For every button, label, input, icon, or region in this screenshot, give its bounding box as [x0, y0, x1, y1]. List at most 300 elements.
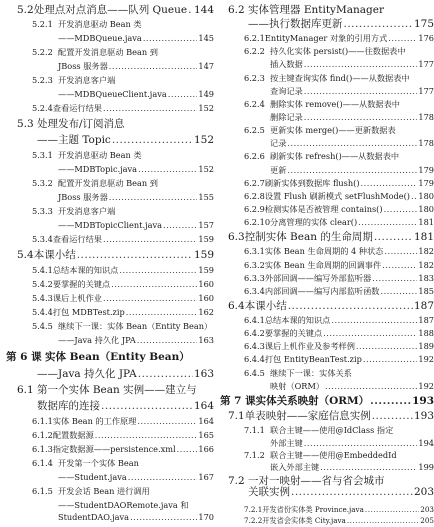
toc-page: 185 [418, 285, 434, 296]
toc-title: 实体 Bean 生命周期的回调事件 [264, 259, 382, 270]
toc-continuation-line [270, 87, 434, 95]
toc-leader [77, 250, 193, 261]
toc-title: 配置开发消息驱动 Bean 到 [58, 47, 158, 57]
toc-section-line [228, 476, 434, 487]
toc-continuation-line [58, 473, 214, 481]
toc-continuation-line [270, 113, 434, 121]
toc-page: 189 [418, 341, 434, 352]
toc-number: 6.2 [228, 4, 245, 16]
toc-page: 181 [418, 217, 434, 228]
toc-subsection-line [244, 47, 434, 55]
toc-subsection-line [244, 506, 434, 513]
toc-title: 开发第一个实体 Bean [58, 458, 139, 468]
toc-continuation-line [270, 463, 434, 471]
toc-subsection-line [244, 451, 434, 459]
toc-page: 157 [198, 220, 214, 230]
toc-chapter-line [6, 352, 214, 363]
toc-section-line [17, 5, 214, 16]
toc-title: 实体管理器 EntityManager [248, 4, 384, 16]
toc-number: 6.2.10 [244, 217, 271, 228]
toc-page: 145 [198, 33, 214, 43]
toc-title: 开发消息客户端 [58, 75, 116, 85]
toc-subsection-line [32, 487, 214, 495]
toc-leader [138, 369, 193, 380]
toc-subsection-line [32, 48, 214, 56]
toc-title: ——Java 持久化 JPA [37, 368, 137, 380]
toc-subsection-line [32, 235, 214, 243]
toc-page: 183 [418, 272, 434, 283]
toc-title: 查看运行结果 [52, 234, 102, 244]
toc-page: 159 [198, 234, 214, 244]
toc-number: 6.3.3 [244, 272, 265, 283]
toc-title: 分离管理的实体 clear() [270, 217, 358, 228]
toc-number: 6.4.3 [244, 341, 265, 352]
toc-number: 5.4 [17, 249, 34, 261]
toc-title: 第一个实体 Bean 实例——建立与 [37, 384, 197, 396]
toc-subsection-line [244, 100, 434, 108]
toc-leader [384, 247, 417, 255]
toc-title: 开发省份实体类 Province.java [262, 504, 364, 514]
toc-section-line [17, 119, 214, 130]
toc-subsection-line [244, 517, 434, 524]
toc-number: 5.4.2 [32, 279, 53, 289]
toc-number: 6.2.2 [244, 46, 265, 57]
toc-continuation-line [58, 513, 214, 521]
toc-number: 5.4.5 [32, 321, 53, 331]
toc-leader [370, 396, 411, 407]
toc-title: 控制实体 Bean 的生命周期 [244, 231, 373, 244]
toc-leader [168, 90, 198, 98]
toc-page: 170 [198, 512, 214, 522]
toc-page: 160 [198, 279, 214, 289]
toc-subsection-line [244, 355, 434, 363]
toc-title: JBoss 服务器 [58, 61, 108, 71]
toc-continuation-line [248, 487, 434, 498]
toc-leader [363, 355, 418, 363]
toc-leader [304, 87, 418, 95]
toc-page: 163 [193, 368, 214, 380]
toc-continuation-line [58, 90, 214, 98]
toc-leader [111, 280, 197, 288]
toc-page: 160 [198, 293, 214, 303]
toc-leader [128, 473, 198, 481]
toc-continuation-line [58, 336, 214, 344]
toc-subsection-line [32, 104, 214, 112]
toc-page: 182 [418, 259, 434, 270]
toc-number: 6.3.4 [244, 285, 265, 296]
toc-subsection-line [244, 34, 434, 42]
toc-leader [109, 193, 198, 201]
toc-leader [344, 19, 413, 30]
toc-page: 165 [198, 430, 214, 440]
toc-page: 178 [418, 138, 434, 149]
toc-leader [388, 34, 417, 42]
toc-number: 5.4.4 [32, 307, 53, 317]
toc-section-line [17, 250, 214, 261]
toc-leader [380, 287, 417, 295]
toc-subsection-line [244, 274, 434, 282]
toc-title: 要掌握的关键点 [52, 279, 111, 289]
toc-number: 6.4.1 [244, 314, 265, 325]
toc-leader [103, 294, 197, 302]
toc-title: 要掌握的关键点 [264, 328, 323, 339]
toc-page: 152 [198, 103, 214, 113]
toc-page: 192 [418, 380, 434, 391]
toc-number: 6.1.3 [32, 444, 53, 454]
toc-leader [374, 232, 413, 243]
toc-subsection-line [32, 459, 214, 467]
toc-leader [126, 308, 198, 316]
toc-continuation-line [248, 19, 434, 30]
toc-section-line [228, 5, 434, 16]
toc-page: 199 [418, 462, 434, 473]
toc-leader [288, 301, 413, 312]
toc-subsection-line [32, 179, 214, 187]
toc-continuation-line [58, 221, 214, 229]
toc-number: 6.1.1 [32, 416, 53, 426]
toc-leader [372, 274, 417, 282]
toc-page: 182 [418, 246, 434, 257]
toc-leader [320, 463, 417, 471]
toc-continuation-line [58, 501, 214, 509]
toc-number: 5.3.1 [32, 150, 53, 160]
toc-leader [188, 5, 193, 16]
toc-leader [95, 431, 198, 439]
toc-leader [323, 329, 417, 337]
toc-continuation-line [37, 135, 214, 146]
toc-page: 187 [418, 314, 434, 325]
toc-title: 单表映射——家庭信息实例 [244, 409, 371, 422]
toc-title: 实体 Bean 生命周期的 4 种状态 [264, 246, 384, 257]
toc-page: 181 [413, 231, 434, 244]
toc-title: 持久化实体 persist()——往数据表中 [270, 46, 406, 57]
toc-title: 配置开发消息驱动 Bean 到 [58, 178, 158, 188]
toc-page: 162 [198, 307, 214, 317]
toc-title: ——StudentDAORemote.java 和 [58, 500, 189, 510]
toc-leader [331, 316, 417, 324]
toc-continuation-line [270, 166, 434, 174]
toc-page: 193 [412, 394, 434, 407]
toc-title: 刷新实体到数据库 flush() [264, 177, 360, 188]
toc-subsection-line [32, 417, 214, 425]
toc-subsection-line [32, 266, 214, 274]
toc-title: 删除实体 remove()——从数据表中 [270, 98, 400, 109]
toc-leader [325, 382, 417, 390]
toc-page: 144 [193, 4, 214, 16]
toc-title: 指定数据源——persistence.xml [52, 444, 176, 454]
toc-title: ——Student.java [58, 472, 127, 482]
toc-number: 7.1 [228, 409, 245, 422]
toc-subsection-line [244, 205, 434, 213]
toc-number: 6.2.8 [244, 190, 265, 201]
toc-subsection-line [244, 342, 434, 350]
toc-subsection-line [244, 369, 434, 377]
toc-title: 插入数据 [270, 59, 303, 70]
toc-number: 6.2.3 [244, 72, 265, 83]
toc-subsection-line [32, 308, 214, 316]
toc-title: 实体 Bean 的工作原理 [52, 416, 137, 426]
toc-continuation-line [58, 165, 214, 173]
toc-continuation-line [270, 382, 434, 390]
toc-page: 203 [413, 485, 434, 498]
toc-leader [137, 336, 198, 344]
toc-number: 7.1.1 [244, 424, 265, 435]
toc-leader [304, 113, 418, 121]
toc-title: 实体关系映射（ORM） [255, 394, 370, 407]
toc-title: 数据库的连接 [37, 400, 100, 412]
toc-title: 处理点对点消息——队列 Queue [33, 4, 188, 16]
toc-page: 159 [198, 265, 214, 275]
toc-number: 6.3.2 [244, 259, 265, 270]
toc-page: 179 [418, 164, 434, 175]
toc-leader [347, 517, 419, 524]
toc-subsection-line [244, 192, 434, 200]
toc-title: 按主键查询实体 find()——从数据表中 [270, 72, 410, 83]
toc-title: 打包 MDBTest.zip [52, 307, 125, 317]
toc-page: 175 [413, 18, 434, 31]
toc-leader [358, 218, 417, 226]
toc-title: StudentDAO.java [58, 512, 130, 522]
toc-title: ——MDBQueueClient.java [58, 89, 167, 99]
toc-subsection-line [244, 316, 434, 324]
toc-number: 6.2.6 [244, 151, 265, 162]
toc-leader [112, 135, 193, 146]
toc-title: 实体 Bean（Entity Bean） [45, 351, 190, 363]
toc-continuation-line [270, 139, 434, 147]
toc-title: 查询记录 [270, 85, 303, 96]
toc-number: 7.1.2 [244, 450, 265, 461]
toc-number: 5.2.2 [32, 47, 53, 57]
toc-title: 开发消息驱动 Bean 类 [58, 150, 142, 160]
toc-number: 5.2.4 [32, 103, 53, 113]
toc-title: 开发省会实体类 City.java [262, 516, 346, 525]
toc-title: 开发会话 Bean 进行调用 [58, 486, 150, 496]
toc-title: ——MDBTopic.java [58, 164, 138, 174]
toc-subsection-line [244, 152, 434, 160]
toc-number: 6.4.4 [244, 354, 265, 365]
toc-title: ——主题 Topic [37, 134, 111, 146]
toc-number: 6.4 [228, 299, 245, 312]
toc-subsection-line [32, 76, 214, 84]
toc-leader [101, 401, 193, 412]
toc-subsection-line [244, 179, 434, 187]
toc-number: 6.2.4 [244, 98, 265, 109]
toc-leader [103, 235, 197, 243]
toc-page: 164 [193, 400, 214, 412]
toc-leader [365, 506, 419, 513]
toc-page: 205 [420, 516, 434, 525]
toc-page: 188 [418, 328, 434, 339]
toc-leader [177, 445, 198, 453]
toc-page: 167 [198, 472, 214, 482]
toc-page: 166 [198, 444, 214, 454]
toc-continuation-line [37, 369, 214, 380]
toc-number: 6.1.2 [32, 430, 53, 440]
toc-page: 177 [418, 85, 434, 96]
toc-number: 6.1.5 [32, 486, 53, 496]
toc-subsection-line [32, 431, 214, 439]
toc-number: 6.1.4 [32, 458, 53, 468]
toc-title: 嵌入外部主键 [270, 462, 320, 473]
toc-page: 149 [198, 89, 214, 99]
toc-number: 6.3 [228, 231, 245, 244]
toc-subsection-line [32, 280, 214, 288]
toc-number: 7.2 [228, 474, 245, 487]
toc-page: 193 [413, 409, 434, 422]
toc-subsection-line [32, 20, 214, 28]
toc-number: 5.3 [17, 118, 34, 130]
toc-number: 5.3.3 [32, 206, 53, 216]
toc-number: 6.2.1 [244, 33, 265, 44]
toc-title: 检测实体是否被管理 contains() [264, 204, 383, 215]
toc-page: 177 [418, 59, 434, 70]
toc-continuation-line [58, 62, 214, 70]
toc-number: 5.2 [17, 4, 34, 16]
toc-number: 5.3.4 [32, 234, 53, 244]
toc-title: 关联实例 [248, 485, 290, 498]
toc-subsection-line [244, 287, 434, 295]
toc-number: 5.2.3 [32, 75, 53, 85]
toc-continuation-line [37, 401, 214, 412]
toc-title: 设置 Flush 刷新模式 setFlushMode() [264, 190, 410, 201]
toc-leader [138, 165, 197, 173]
toc-section-line [17, 385, 214, 396]
toc-chapter-line [220, 396, 434, 407]
toc-page: 147 [198, 61, 214, 71]
toc-number: 6.4.5 [244, 367, 265, 378]
toc-subsection-line [244, 329, 434, 337]
toc-leader [304, 60, 418, 68]
toc-title: 查看运行结果 [52, 103, 102, 113]
toc-title: 映射（ORM） [270, 380, 325, 391]
toc-page: 176 [418, 33, 434, 44]
toc-title: 删除记录 [270, 112, 303, 123]
toc-leader [103, 104, 197, 112]
toc-title: ——执行数据库更新 [248, 18, 343, 31]
toc-number: 5.4.3 [32, 293, 53, 303]
toc-leader [287, 139, 417, 147]
toc-title: 记录 [270, 138, 287, 149]
toc-title: 配置数据源 [52, 430, 94, 440]
toc-leader [137, 417, 197, 425]
toc-title: 开发消息驱动 Bean 类 [58, 19, 142, 29]
toc-leader [130, 513, 197, 521]
toc-subsection-line [244, 218, 434, 226]
toc-subsection-line [32, 322, 214, 330]
toc-page: 179 [418, 177, 434, 188]
toc-title: 课后上机作业及参考样例 [264, 341, 355, 352]
toc-number: 6.2.9 [244, 204, 265, 215]
toc-title: JBoss 服务器 [58, 192, 108, 202]
toc-title: 总结本课的知识点 [52, 265, 119, 275]
toc-continuation-line [58, 34, 214, 42]
toc-chapter-number: 第 6 课 [6, 351, 42, 363]
toc-page: 163 [198, 335, 214, 345]
toc-title: 本课小结 [244, 299, 287, 312]
toc-number: 5.2.1 [32, 19, 53, 29]
toc-title: 继续下一课：实体 Bean（Entity Bean） [58, 321, 213, 331]
toc-title: 开发消息客户端 [58, 206, 116, 216]
toc-title: 内部回调——编写内部监听函数 [264, 285, 380, 296]
toc-title: 一对一映射——省与省会城市 [248, 474, 385, 487]
toc-title: 联合主键——使用@EmbeddedId [270, 450, 397, 461]
toc-leader [163, 221, 197, 229]
toc-number: 6.2.7 [244, 177, 265, 188]
toc-subsection-line [244, 74, 434, 82]
toc-title: ——MDBTopicClient.java [58, 220, 162, 230]
toc-leader [356, 342, 417, 350]
toc-title: 处理发布/订阅消息 [37, 118, 125, 130]
toc-title: 刷新实体 refresh()——从数据表中 [270, 151, 400, 162]
toc-title: 本课小结 [33, 249, 76, 261]
toc-title: ——MDBQueue.java [58, 33, 142, 43]
toc-title: EntityManager 对象的引用方式 [264, 33, 388, 44]
toc-number: 7.2.1 [244, 504, 263, 514]
toc-title: 外部主键 [270, 438, 303, 449]
toc-number: 6.3.1 [244, 246, 265, 257]
toc-title: 外部回调——编写外部监听器 [264, 272, 372, 283]
toc-title: 课后上机作业 [52, 293, 102, 303]
toc-leader [304, 439, 418, 447]
toc-page: 152 [198, 164, 214, 174]
toc-number: 5.4.1 [32, 265, 53, 275]
toc-subsection-line [244, 126, 434, 134]
toc-continuation-line [58, 193, 214, 201]
toc-subsection-line [32, 445, 214, 453]
toc-subsection-line [32, 294, 214, 302]
toc-section-line [228, 232, 434, 243]
toc-leader [287, 166, 417, 174]
toc-leader [143, 34, 198, 42]
toc-leader [361, 179, 418, 187]
toc-title: 联合主键——使用@IdClass 指定 [270, 424, 394, 435]
toc-title: 更新 [270, 164, 287, 175]
toc-page: 152 [193, 134, 214, 146]
toc-number: 7.2.2 [244, 516, 263, 525]
toc-page: 203 [420, 504, 434, 514]
toc-page: 178 [418, 112, 434, 123]
toc-title: ——Java 持久化 JPA [58, 335, 136, 345]
toc-page: 159 [193, 249, 214, 261]
toc-page: 187 [413, 299, 434, 312]
toc-number: 6.4.2 [244, 328, 265, 339]
toc-title: 更新实体 merge()——更新数据表 [270, 125, 396, 136]
toc-subsection-line [32, 151, 214, 159]
toc-page: 192 [418, 354, 434, 365]
toc-continuation-line [270, 60, 434, 68]
toc-leader [119, 266, 197, 274]
toc-subsection-line [244, 261, 434, 269]
toc-title: 继续下一课：实体关系 [270, 367, 352, 378]
toc-leader [109, 62, 198, 70]
toc-continuation-line [270, 439, 434, 447]
toc-subsection-line [244, 426, 434, 434]
toc-section-line [228, 301, 434, 312]
toc-page: 180 [418, 204, 434, 215]
toc-number: 6.2.5 [244, 125, 265, 136]
toc-leader [291, 487, 413, 498]
toc-number: 6.1 [17, 384, 34, 396]
toc-title: 总结本课的知识点 [264, 314, 331, 325]
toc-chapter-number: 第 7 课 [220, 394, 256, 407]
toc-leader [372, 411, 413, 422]
toc-page: 194 [418, 438, 434, 449]
toc-section-line [228, 411, 434, 422]
toc-leader [411, 192, 417, 200]
toc-number: 5.3.2 [32, 178, 53, 188]
toc-subsection-line [32, 207, 214, 215]
toc-page: 155 [198, 192, 214, 202]
